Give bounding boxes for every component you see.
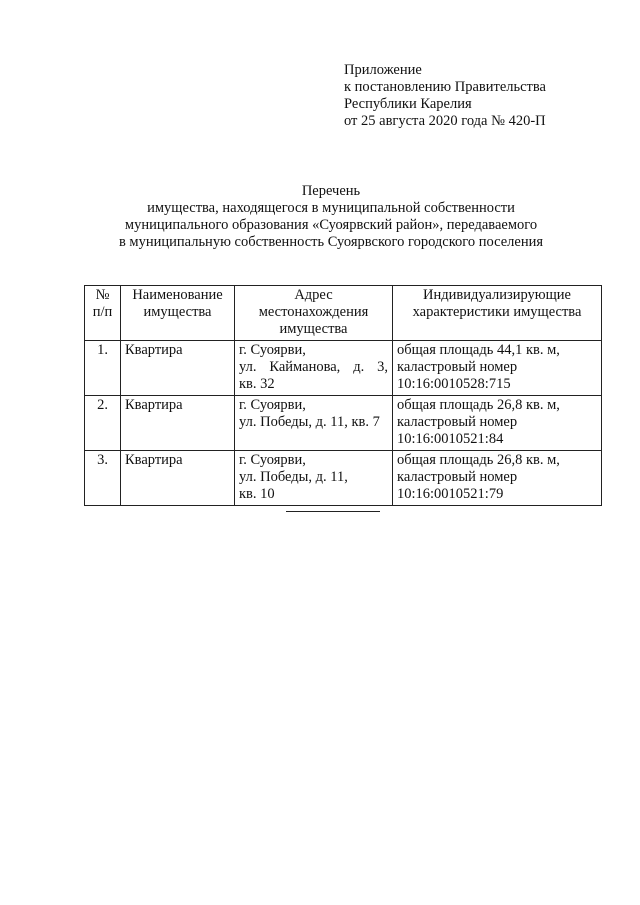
appendix-line: от 25 августа 2020 года № 420-П xyxy=(344,113,546,129)
title-line: в муниципальную собственность Суоярвского городского поселения xyxy=(118,234,544,250)
header-address: Адрес местонахождения имущества xyxy=(235,286,393,341)
address-street-part: ул. xyxy=(239,359,257,375)
address-street-part: д. xyxy=(353,359,365,375)
property-address: г. Суоярви, ул. Кайманова, д. 3, кв. 32 xyxy=(235,341,393,396)
appendix-line: Приложение xyxy=(344,62,422,78)
property-name: Квартира xyxy=(121,341,235,396)
property-characteristics: общая площадь 44,1 кв. м, каластровый номер 10:16:0010528:715 xyxy=(393,341,602,396)
document-title xyxy=(80,183,582,251)
title-line: муниципального образования «Суоярвский район», передаваемого xyxy=(124,217,538,233)
row-number: 1. xyxy=(85,341,121,396)
property-table xyxy=(84,285,602,506)
row-number: 3. xyxy=(85,451,121,506)
address-street-line xyxy=(239,359,388,376)
header-num: № п/п xyxy=(85,286,121,341)
table-row xyxy=(85,341,602,396)
title-line: имущества, находящегося в муниципальной собственности xyxy=(147,200,515,216)
title-heading: Перечень xyxy=(301,183,361,199)
property-address: г. Суоярви, ул. Победы, д. 11, кв. 7 xyxy=(235,396,393,451)
property-name: Квартира xyxy=(121,451,235,506)
address-street-part: Кайманова, xyxy=(269,359,341,375)
closing-rule xyxy=(286,511,380,512)
header-name: Наименование имущества xyxy=(121,286,235,341)
header-characteristics: Индивидуализирующие характеристики имущества xyxy=(393,286,602,341)
appendix-line: Республики Карелия xyxy=(344,96,472,112)
address-street-part: 3, xyxy=(377,359,388,375)
table-row xyxy=(85,451,602,506)
appendix-block xyxy=(344,62,546,130)
property-address: г. Суоярви, ул. Победы, д. 11, кв. 10 xyxy=(235,451,393,506)
property-name: Квартира xyxy=(121,396,235,451)
table-header-row xyxy=(85,286,602,341)
property-characteristics: общая площадь 26,8 кв. м, каластровый номер 10:16:0010521:79 xyxy=(393,451,602,506)
table-row xyxy=(85,396,602,451)
property-characteristics: общая площадь 26,8 кв. м, каластровый номер 10:16:0010521:84 xyxy=(393,396,602,451)
row-number: 2. xyxy=(85,396,121,451)
appendix-line: к постановлению Правительства xyxy=(344,79,546,95)
